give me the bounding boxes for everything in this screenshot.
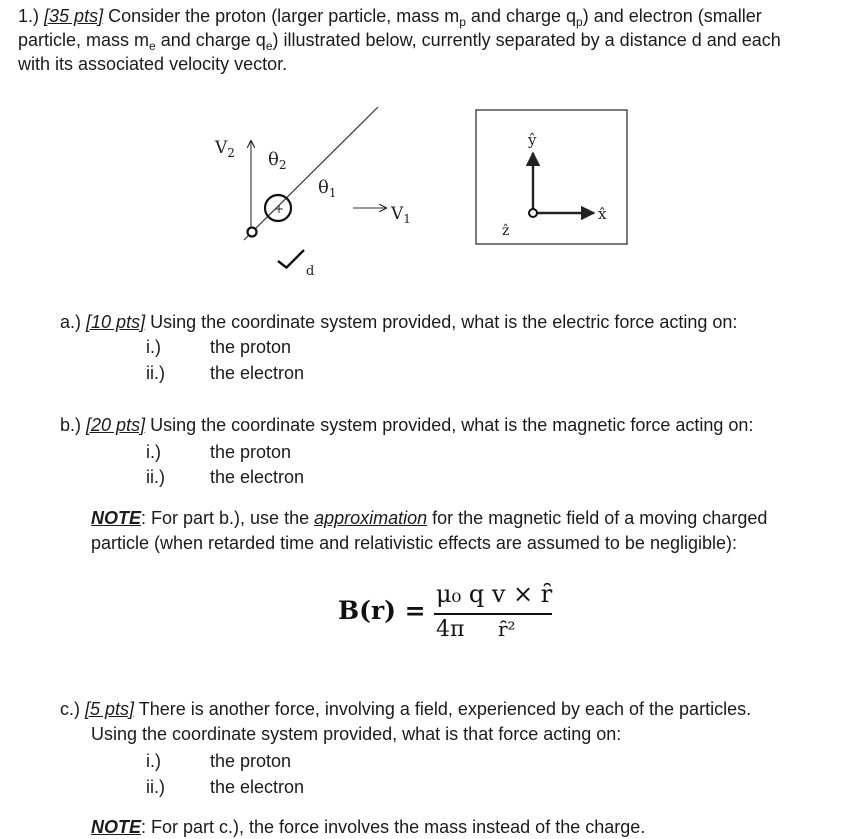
part-b-item-1-num: i.): [146, 442, 161, 462]
line2-pre: particle, mass m: [18, 30, 150, 50]
formula-lhs: B(r) =: [338, 596, 426, 625]
note-label: NOTE: [91, 508, 142, 528]
intro-text: Consider the proton (larger particle, mass m: [108, 6, 460, 26]
part-c-note: [91, 815, 645, 839]
part-a-points: [10 pts]: [86, 312, 146, 332]
proton-plus: +: [274, 202, 285, 216]
part-c-item-2-text: the electron: [210, 777, 305, 797]
subscript-p: p: [459, 15, 466, 29]
part-b-note: [91, 506, 767, 530]
v2-label: $V_2$: [215, 138, 235, 160]
theta1-label: $\theta_1$: [318, 177, 337, 200]
part-a-item-2-num: ii.): [146, 363, 165, 383]
part-b-text: Using the coordinate system provided, what is the magnetic force acting on:: [150, 415, 754, 435]
part-c-item-1-text: the proton: [210, 751, 292, 771]
problem-line-3: with its associated velocity vector.: [18, 54, 288, 74]
line2-mid: and charge q: [155, 30, 266, 50]
particle-diagram: [190, 95, 650, 285]
part-b-points: [20 pts]: [86, 415, 146, 435]
theta2-label: $\theta_2$: [268, 149, 287, 172]
problem-number: 1.): [18, 6, 40, 26]
part-a-item-1-text: the proton: [210, 337, 292, 357]
note-text-pre: : For part b.), use the: [141, 508, 315, 528]
part-c-question: [60, 697, 751, 721]
origin-point: [529, 209, 537, 217]
part-c-points: [5 pts]: [85, 699, 135, 719]
note-text-c: : For part c.), the force involves the mass instead of the charge.: [141, 817, 646, 837]
biot-savart-formula: [338, 582, 578, 648]
part-a-label: a.): [60, 312, 82, 332]
v1-label: $V_1$: [391, 204, 411, 226]
x-hat-label: x̂: [598, 205, 607, 223]
formula-numerator: μ₀ q v × ȓ: [436, 580, 553, 608]
formula-denominator-right: ȓ²: [498, 617, 516, 641]
line2-post: ) illustrated below, currently separated by a distance d and each: [272, 30, 781, 50]
electron: [248, 228, 257, 237]
part-b-item-1-text: the proton: [210, 442, 292, 462]
part-b-item-2-num: ii.): [146, 467, 165, 487]
note-text-post: for the magnetic field of a moving charged: [427, 508, 768, 528]
part-a-item-1-num: i.): [146, 337, 161, 357]
part-c-text: There is another force, involving a field, experienced by each of the particles.: [138, 699, 752, 719]
problem-points: [35 pts]: [44, 6, 104, 26]
subscript-e: e: [149, 39, 156, 53]
part-b-label: b.): [60, 415, 82, 435]
fraction-bar: [434, 613, 552, 615]
intro-text-mid: and charge q: [465, 6, 577, 26]
part-a-text: Using the coordinate system provided, what is the electric force acting on:: [150, 312, 738, 332]
part-c-item-2-num: ii.): [146, 777, 165, 797]
part-c-label: c.): [60, 699, 80, 719]
formula-denominator-left: 4π: [436, 617, 465, 642]
note-label-c: NOTE: [91, 817, 142, 837]
part-b-question: [60, 413, 753, 437]
y-hat-label: ŷ: [528, 131, 537, 149]
subscript-e-2: e: [265, 39, 273, 53]
part-a-question: [60, 310, 737, 334]
diagonal-line: [244, 107, 378, 240]
part-b-item-2-text: the electron: [210, 467, 305, 487]
coordinate-system-box: [476, 110, 627, 244]
part-b-note-line-2: particle (when retarded time and relativistic effects are assumed to be negligible):: [91, 533, 737, 553]
note-emphasis: approximation: [314, 508, 428, 528]
part-c-question-line-2: Using the coordinate system provided, what is that force acting on:: [91, 724, 622, 744]
part-a-item-2-text: the electron: [210, 363, 305, 383]
z-hat-label: ẑ: [502, 223, 510, 239]
distance-marker-tick: [278, 261, 287, 268]
subscript-p-2: p: [576, 15, 583, 29]
distance-label: d: [306, 264, 315, 279]
part-c-item-1-num: i.): [146, 751, 161, 771]
intro-text-post: ) and electron (smaller: [582, 6, 762, 26]
distance-marker: [286, 250, 304, 268]
